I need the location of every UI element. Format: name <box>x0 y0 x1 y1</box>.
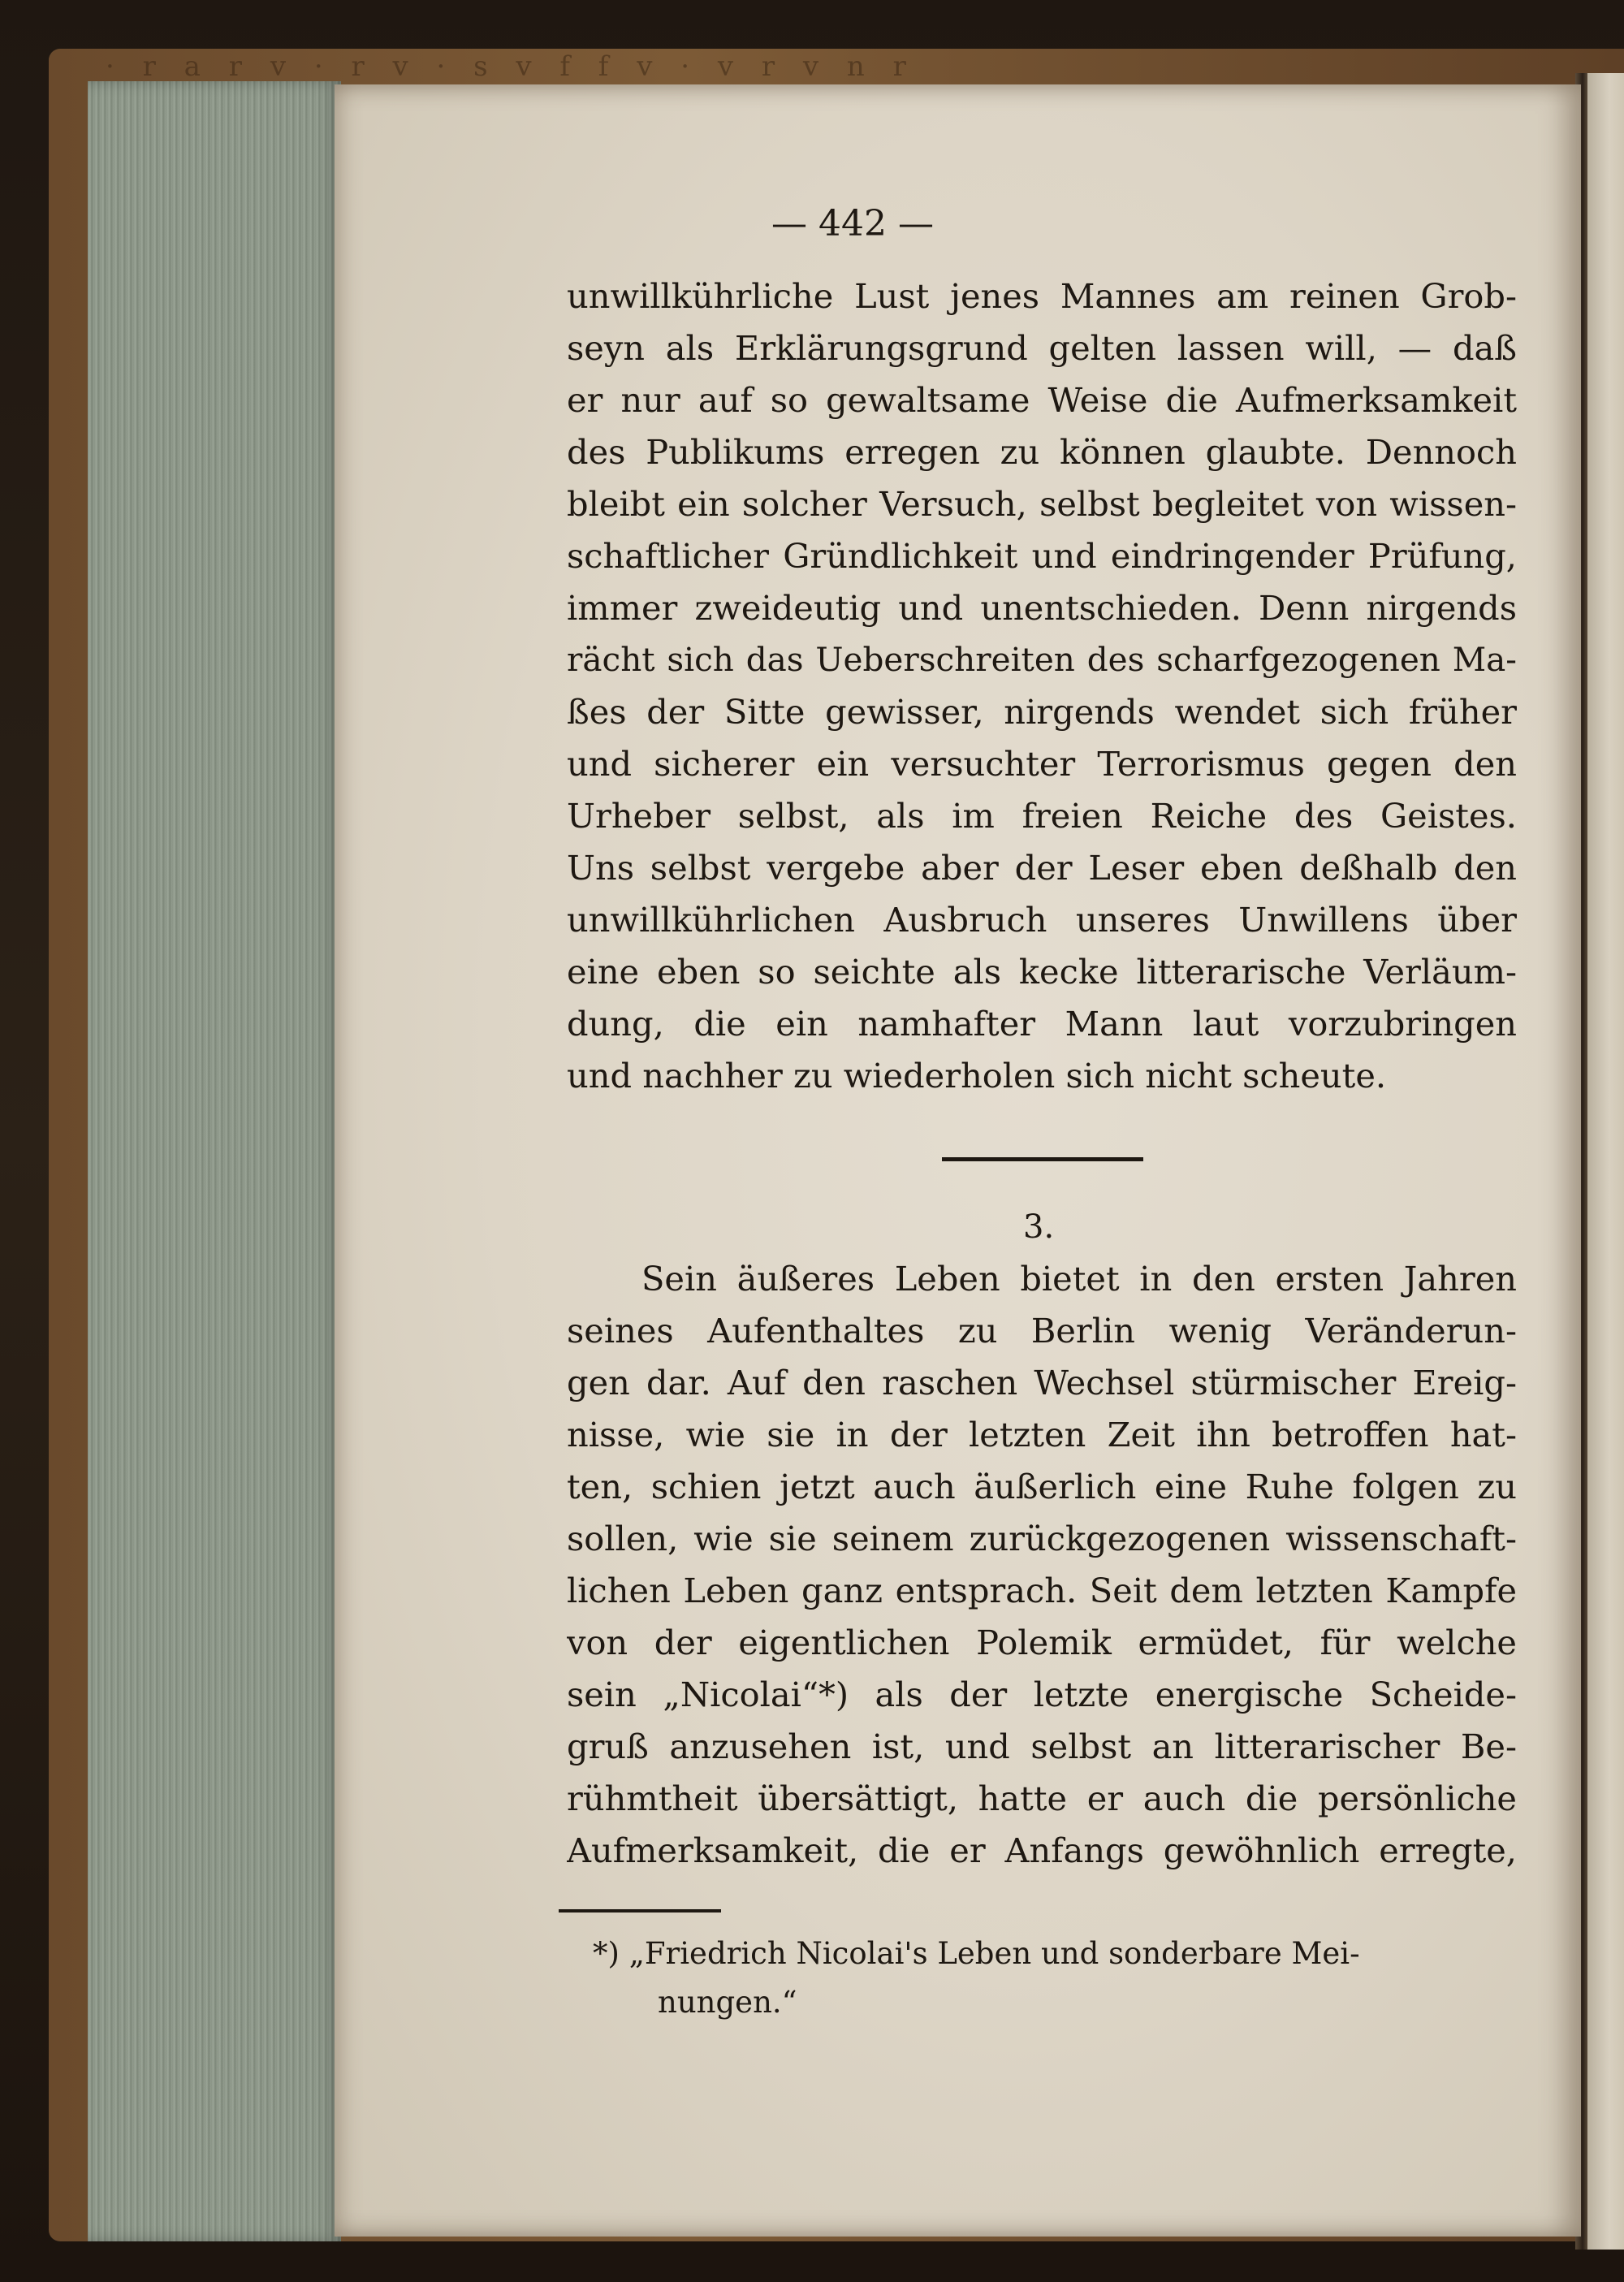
text-line: lichen Leben ganz entsprach. Seit dem letzten Kampfe <box>567 1571 1517 1610</box>
text-line: bleibt ein solcher Versuch, selbst begleitet von wissen- <box>567 484 1517 524</box>
text-line: eine eben so seichte als kecke litterarische Verläum- <box>567 952 1517 992</box>
text-line: seyn als Erklärungsgrund gelten lassen will, — daß <box>567 328 1517 368</box>
text-line: er nur auf so gewaltsame Weise die Aufmerksamkeit <box>567 380 1517 420</box>
text-line: rächt sich das Ueberschreiten des scharfgezogenen Ma- <box>567 640 1517 679</box>
text-line: unwillkührliche Lust jenes Mannes am reinen Grob- <box>567 276 1517 316</box>
text-line: rühmtheit übersättigt, hatte er auch die persönliche <box>567 1778 1517 1818</box>
footnote-rule <box>559 1909 721 1912</box>
page-block-edges <box>88 81 341 2241</box>
text-line: immer zweideutig und unentschieden. Denn nirgends <box>567 588 1517 628</box>
text-line: und nachher zu wiederholen sich nicht scheute. <box>567 1056 1387 1096</box>
facing-page-edge <box>1587 73 1624 2250</box>
footnote-line: nungen.“ <box>658 1985 797 2020</box>
text-line: Aufmerksamkeit, die er Anfangs gewöhnlich erregte, <box>567 1830 1517 1870</box>
text-line: und sicherer ein versuchter Terrorismus gegen den <box>567 744 1517 784</box>
text-line: seines Aufenthaltes zu Berlin wenig Veränderun- <box>567 1311 1517 1351</box>
spine-lettering: · r a r v · r v · s v f f v · v r v n r <box>106 50 916 81</box>
text-line: sein „Nicolai“*) als der letzte energische Scheide- <box>567 1675 1517 1714</box>
text-line: gruß anzusehen ist, und selbst an litterarischer Be- <box>567 1727 1517 1766</box>
text-line: Sein äußeres Leben bietet in den ersten Jahren <box>641 1259 1517 1299</box>
text-line: Uns selbst vergebe aber der Leser eben deßhalb den <box>567 848 1517 888</box>
text-line: unwillkührlichen Ausbruch unseres Unwillens über <box>567 900 1517 940</box>
text-line: ßes der Sitte gewisser, nirgends wendet sich früher <box>567 692 1517 732</box>
text-line: des Publikums erregen zu können glaubte. Dennoch <box>567 432 1517 472</box>
section-number: 3. <box>1023 1208 1055 1246</box>
text-line: ten, schien jetzt auch äußerlich eine Ruhe folgen zu <box>567 1467 1517 1506</box>
text-line: dung, die ein namhafter Mann laut vorzubringen <box>567 1004 1517 1044</box>
text-line: schaftlicher Gründlichkeit und eindringender Prüfung, <box>567 536 1517 576</box>
page-number: — 442 — <box>771 203 934 244</box>
text-line: sollen, wie sie seinem zurückgezogenen wissenschaft- <box>567 1519 1517 1558</box>
text-line: Urheber selbst, als im freien Reiche des Geistes. <box>567 796 1517 836</box>
footnote-line: *) „Friedrich Nicolai's Leben und sonderbare Mei- <box>593 1936 1360 1971</box>
text-line: nisse, wie sie in der letzten Zeit ihn betroffen hat- <box>567 1415 1517 1454</box>
text-line: von der eigentlichen Polemik ermüdet, für welche <box>567 1623 1517 1662</box>
section-divider <box>942 1157 1143 1161</box>
text-line: gen dar. Auf den raschen Wechsel stürmischer Ereig- <box>567 1363 1517 1402</box>
